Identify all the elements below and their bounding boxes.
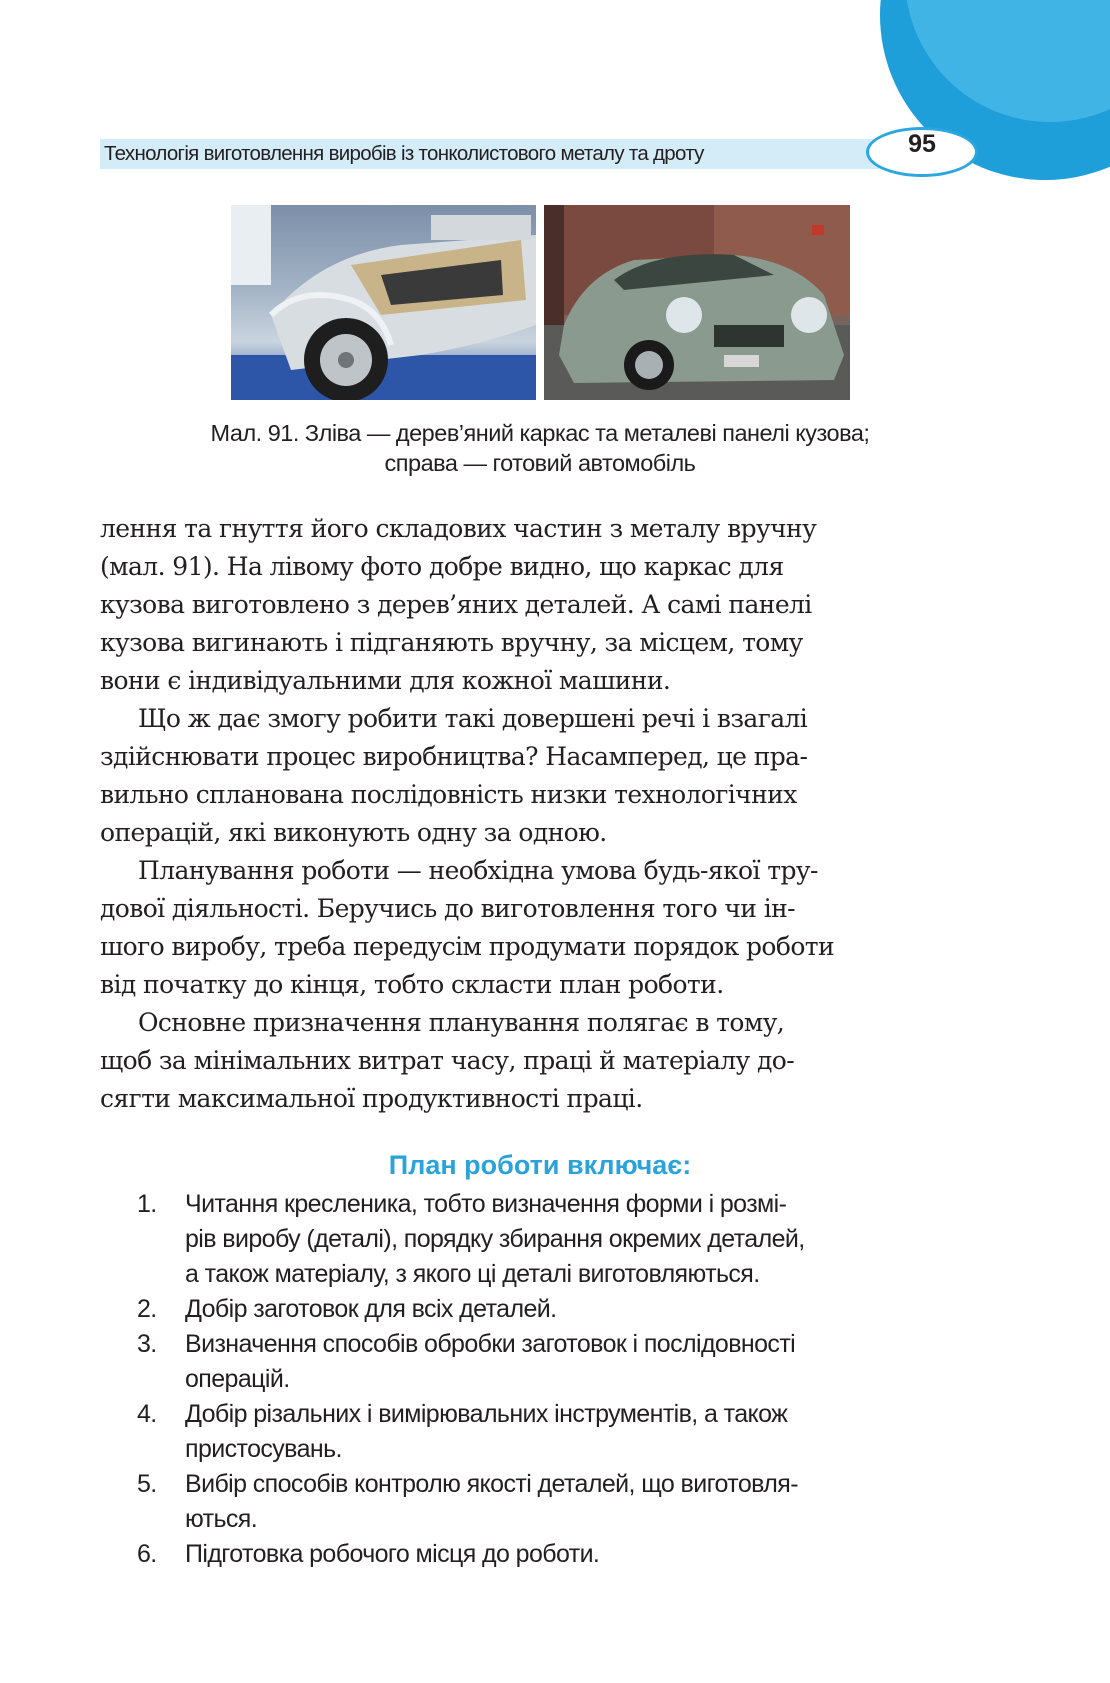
list-number: 4. — [137, 1400, 157, 1428]
text-line: Планування роботи — необхідна умова будь-якої тру- — [138, 856, 818, 885]
list-item — [100, 1537, 990, 1572]
list-item — [100, 1187, 990, 1292]
running-head-title: Технологія виготовлення виробів із тонколистового металу та дроту — [104, 142, 704, 165]
list-item — [100, 1397, 990, 1467]
paragraph — [100, 852, 980, 1004]
list-line: Добір різальних і вимірювальних інструментів, а також — [185, 1400, 788, 1428]
list-item — [100, 1292, 990, 1327]
list-item — [100, 1327, 990, 1397]
text-line: щоб за мінімальних витрат часу, праці й матеріалу до- — [100, 1046, 795, 1075]
list-line: операцій. — [185, 1365, 290, 1393]
page-number: 95 — [908, 130, 936, 158]
text-line: кузова виготовлено з дерев’яних деталей. А самі панелі — [100, 590, 812, 619]
list-line: пристосувань. — [185, 1435, 342, 1463]
list-line: Визначення способів обробки заготовок і послідовності — [185, 1330, 796, 1358]
text-line: від початку до кінця, тобто скласти план роботи. — [100, 970, 724, 999]
figure-caption — [100, 418, 980, 478]
list-item — [100, 1467, 990, 1537]
paragraph — [100, 1004, 980, 1118]
list-number: 6. — [137, 1540, 157, 1568]
text-line: дової діяльності. Беручись до виготовлення того чи ін- — [100, 894, 796, 923]
text-line: вони є індивідуальними для кожної машини. — [100, 666, 671, 695]
list-line: рів виробу (деталі), порядку збирання окремих деталей, — [185, 1225, 805, 1253]
list-number: 2. — [137, 1295, 157, 1323]
text-line: Основне призначення планування полягає в тому, — [138, 1008, 785, 1037]
plan-list — [100, 1187, 990, 1572]
list-line: ються. — [185, 1505, 258, 1533]
caption-line: справа — готовий автомобіль — [384, 450, 696, 476]
text-line: Що ж дає змогу робити такі довершені речі і взагалі — [138, 704, 808, 733]
text-line: лення та гнуття його складових частин з металу вручну — [100, 514, 817, 543]
text-line: вильно спланована послідовність низки технологічних — [100, 780, 797, 809]
list-line: Підготовка робочого місця до роботи. — [185, 1540, 600, 1568]
text-line: здійснювати процес виробництва? Насамперед, це пра- — [100, 742, 808, 771]
list-line: а також матеріалу, з якого ці деталі виготовляються. — [185, 1260, 760, 1288]
text-line: сягти максимальної продуктивності праці. — [100, 1084, 643, 1113]
paragraph — [100, 510, 980, 700]
text-line: операцій, які виконують одну за одною. — [100, 818, 607, 847]
caption-line: Мал. 91. Зліва — дерев’яний каркас та металеві панелі кузова; — [210, 420, 870, 446]
list-number: 1. — [137, 1190, 157, 1218]
list-line: Вибір способів контролю якості деталей, що виготовля- — [185, 1470, 798, 1498]
plan-heading: План роботи включає: — [388, 1150, 692, 1180]
photo-wooden-frame — [231, 205, 536, 400]
list-number: 3. — [137, 1330, 157, 1358]
list-line: Читання кресленика, тобто визначення форми і розмі- — [185, 1190, 787, 1218]
text-line: шого виробу, треба передусім продумати порядок роботи — [100, 932, 835, 961]
photo-finished-car — [544, 205, 850, 400]
text-line: кузова вигинають і підганяють вручну, за місцем, тому — [100, 628, 803, 657]
paragraph — [100, 700, 980, 852]
list-line: Добір заготовок для всіх деталей. — [185, 1295, 557, 1323]
body-text — [100, 510, 980, 1118]
list-number: 5. — [137, 1470, 157, 1498]
text-line: (мал. 91). На лівому фото добре видно, що каркас для — [100, 552, 784, 581]
